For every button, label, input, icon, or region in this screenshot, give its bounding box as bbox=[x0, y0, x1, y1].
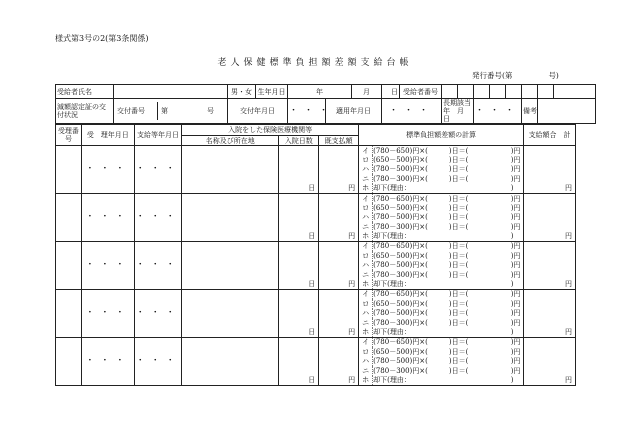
recipient-number-digit[interactable] bbox=[506, 85, 522, 99]
calc-kana: ニ bbox=[359, 222, 373, 232]
calc-kana: ハ bbox=[359, 261, 373, 271]
birth-date-label: 生年月日 bbox=[256, 85, 288, 99]
entry-2-line-1 bbox=[56, 193, 576, 203]
recipient-number-digit[interactable] bbox=[554, 85, 596, 99]
calc-result-unit: )円 bbox=[511, 174, 524, 184]
calc-formula: (650－500)円×( )日＝( bbox=[373, 251, 469, 260]
calc-formula: (780－300)円×( )日＝( bbox=[373, 271, 469, 280]
accept-date-cell[interactable]: ・・・ bbox=[81, 289, 134, 337]
birth-year: 年 bbox=[288, 85, 352, 99]
calc-formula: (780－500)円×( )日＝( bbox=[373, 213, 469, 222]
calc-result-unit: ) bbox=[511, 376, 524, 386]
recipient-number-digit[interactable] bbox=[538, 85, 554, 99]
calc-formula: (780－300)円×( )日＝( bbox=[373, 175, 469, 184]
total-cell[interactable]: 円 bbox=[524, 241, 576, 289]
accept-number-cell[interactable] bbox=[56, 193, 82, 241]
calc-result-unit: )円 bbox=[511, 318, 524, 328]
apply-date-label: 適用年月日 bbox=[326, 99, 382, 124]
calc-result-unit: )円 bbox=[511, 347, 524, 357]
calc-kana: ニ bbox=[359, 366, 373, 376]
calc-formula: 却下(理由： bbox=[373, 184, 511, 194]
calc-kana: ハ bbox=[359, 213, 373, 223]
calc-result-unit: ) bbox=[511, 232, 524, 242]
calc-kana: イ bbox=[359, 337, 373, 347]
col-name-location: 名称及び所在地 bbox=[182, 136, 279, 146]
calc-result-unit: )円 bbox=[511, 203, 524, 213]
issue-dai: 第 bbox=[161, 107, 168, 115]
long-term-dots: ・・・ bbox=[474, 99, 522, 124]
calc-formula: (780－500)円×( )日＝( bbox=[373, 165, 469, 174]
hospital-name-cell[interactable] bbox=[182, 241, 279, 289]
days-cell[interactable]: 日 bbox=[279, 146, 319, 194]
calc-result-unit: )円 bbox=[511, 309, 524, 319]
paid-cell[interactable]: 円 bbox=[319, 193, 359, 241]
entry-4-line-1 bbox=[56, 289, 576, 299]
col-calculation: 標準負担額差額の計算 bbox=[359, 125, 524, 146]
header-row-1 bbox=[56, 125, 576, 136]
calc-result-unit: )円 bbox=[511, 241, 524, 251]
accept-number-cell[interactable] bbox=[56, 337, 82, 385]
calc-kana: ホ bbox=[359, 376, 373, 386]
calc-result-unit: )円 bbox=[511, 251, 524, 261]
hospital-name-cell[interactable] bbox=[182, 337, 279, 385]
calc-kana: ロ bbox=[359, 203, 373, 213]
entry-5-line-1 bbox=[56, 337, 576, 347]
payment-date-cell[interactable]: ・・・ bbox=[134, 241, 181, 289]
calc-formula: 却下(理由： bbox=[373, 328, 511, 338]
calc-formula: (780－650)円×( )日＝( bbox=[373, 193, 511, 203]
col-total: 支給額合 計 bbox=[524, 125, 576, 146]
payment-ledger-table bbox=[55, 124, 576, 386]
calc-formula: (780－650)円×( )日＝( bbox=[373, 289, 511, 299]
calc-kana: ロ bbox=[359, 299, 373, 309]
hospital-name-cell[interactable] bbox=[182, 146, 279, 194]
accept-number-cell[interactable] bbox=[56, 146, 82, 194]
calc-result-unit: )円 bbox=[511, 270, 524, 280]
calc-result-unit: )円 bbox=[511, 155, 524, 165]
calc-formula: (650－500)円×( )日＝( bbox=[373, 155, 469, 164]
calc-kana: ロ bbox=[359, 347, 373, 357]
remarks-label: 備考 bbox=[522, 99, 538, 124]
calc-kana: ニ bbox=[359, 270, 373, 280]
accept-number-cell[interactable] bbox=[56, 289, 82, 337]
accept-date-cell[interactable]: ・・・ bbox=[81, 146, 134, 194]
form-number: 様式第3号の2(第3条関係) bbox=[55, 34, 149, 43]
calc-formula: (780－650)円×( )日＝( bbox=[373, 146, 511, 156]
col-accept-number: 受理番号 bbox=[56, 125, 82, 146]
long-term-label: 長期該当年 月 日 bbox=[442, 99, 474, 124]
days-cell[interactable]: 日 bbox=[279, 193, 319, 241]
issue-go: 号 bbox=[207, 107, 214, 115]
birth-day: 日 bbox=[382, 85, 400, 99]
total-cell[interactable]: 円 bbox=[524, 193, 576, 241]
accept-date-cell[interactable]: ・・・ bbox=[81, 337, 134, 385]
calc-kana: イ bbox=[359, 146, 373, 156]
recipient-number-digit[interactable] bbox=[490, 85, 506, 99]
calc-kana: イ bbox=[359, 289, 373, 299]
total-cell[interactable]: 円 bbox=[524, 146, 576, 194]
calc-result-unit: )円 bbox=[511, 366, 524, 376]
recipient-number-digit[interactable] bbox=[442, 85, 458, 99]
calc-result-unit: ) bbox=[511, 184, 524, 194]
total-cell[interactable]: 円 bbox=[524, 337, 576, 385]
hospital-name-cell[interactable] bbox=[182, 193, 279, 241]
paid-cell[interactable]: 円 bbox=[319, 241, 359, 289]
issue-number-suffix: 号) bbox=[548, 71, 559, 80]
calc-formula: (780－650)円×( )日＝( bbox=[373, 241, 511, 251]
entry-1-line-1 bbox=[56, 146, 576, 156]
col-hospital-group: 入院をした保険医療機関等 bbox=[182, 125, 359, 136]
calc-kana: ハ bbox=[359, 309, 373, 319]
entry-3-line-1 bbox=[56, 241, 576, 251]
recipient-row-1 bbox=[56, 85, 596, 99]
calc-formula: 却下(理由： bbox=[373, 376, 511, 386]
birth-month: 月 bbox=[352, 85, 382, 99]
issue-number-label: 発行番号(第 bbox=[472, 71, 513, 80]
accept-date-cell[interactable]: ・・・ bbox=[81, 241, 134, 289]
issue-number-cell bbox=[114, 99, 228, 124]
calc-formula: (780－300)円×( )日＝( bbox=[373, 223, 469, 232]
calc-result-unit: )円 bbox=[511, 165, 524, 175]
paid-cell[interactable]: 円 bbox=[319, 337, 359, 385]
days-cell[interactable]: 日 bbox=[279, 289, 319, 337]
recipient-row-2 bbox=[56, 99, 596, 124]
calc-kana: ホ bbox=[359, 328, 373, 338]
payment-date-cell[interactable]: ・・・ bbox=[134, 337, 181, 385]
calc-result-unit: )円 bbox=[511, 261, 524, 271]
calc-kana: ロ bbox=[359, 251, 373, 261]
calc-result-unit: )円 bbox=[511, 289, 524, 299]
calc-formula: (780－300)円×( )日＝( bbox=[373, 318, 469, 327]
issue-date-dots: ・・・ bbox=[288, 99, 326, 124]
calc-formula: 却下(理由： bbox=[373, 232, 511, 242]
sex-label: 男・女 bbox=[228, 85, 256, 99]
calc-kana: ホ bbox=[359, 280, 373, 290]
calc-result-unit: ) bbox=[511, 280, 524, 290]
days-cell[interactable]: 日 bbox=[279, 241, 319, 289]
col-days: 入院日数 bbox=[279, 136, 319, 146]
accept-date-cell[interactable]: ・・・ bbox=[81, 193, 134, 241]
calc-result-unit: )円 bbox=[511, 213, 524, 223]
calc-kana: ホ bbox=[359, 184, 373, 194]
col-accept-date: 受 理年月日 bbox=[81, 125, 134, 146]
issue-number bbox=[472, 70, 559, 81]
recipient-name-label: 受給者氏名 bbox=[56, 85, 114, 99]
payment-date-cell[interactable]: ・・・ bbox=[134, 193, 181, 241]
calc-formula: (650－500)円×( )日＝( bbox=[373, 347, 469, 356]
days-cell[interactable]: 日 bbox=[279, 337, 319, 385]
calc-formula: (780－500)円×( )日＝( bbox=[373, 309, 469, 318]
col-paid: 既支払額 bbox=[319, 136, 359, 146]
calc-formula: (780－650)円×( )日＝( bbox=[373, 337, 511, 347]
recipient-number-digit[interactable] bbox=[522, 85, 538, 99]
calc-formula: 却下(理由： bbox=[373, 280, 511, 290]
col-payment-date: 支給等年月日 bbox=[134, 125, 181, 146]
hospital-name-cell[interactable] bbox=[182, 289, 279, 337]
recipient-name-cell[interactable] bbox=[114, 85, 228, 99]
calc-result-unit: )円 bbox=[511, 222, 524, 232]
calc-result-unit: )円 bbox=[511, 146, 524, 156]
issue-date-label: 交付年月日 bbox=[228, 99, 288, 124]
payment-date-cell[interactable]: ・・・ bbox=[134, 289, 181, 337]
calc-kana: ハ bbox=[359, 165, 373, 175]
remarks-cell[interactable] bbox=[538, 99, 596, 124]
calc-kana: ロ bbox=[359, 155, 373, 165]
issue-number-field-label: 交付番号 bbox=[114, 102, 158, 120]
recipient-info-table bbox=[55, 84, 596, 124]
calc-kana: ハ bbox=[359, 357, 373, 367]
recipient-number-digit[interactable] bbox=[474, 85, 490, 99]
calc-result-unit: )円 bbox=[511, 193, 524, 203]
total-cell[interactable]: 円 bbox=[524, 289, 576, 337]
calc-formula: (780－300)円×( )日＝( bbox=[373, 366, 469, 375]
calc-result-unit: ) bbox=[511, 328, 524, 338]
apply-date-dots: ・・・ bbox=[382, 99, 442, 124]
payment-date-cell[interactable]: ・・・ bbox=[134, 146, 181, 194]
calc-kana: イ bbox=[359, 193, 373, 203]
paid-cell[interactable]: 円 bbox=[319, 289, 359, 337]
paid-cell[interactable]: 円 bbox=[319, 146, 359, 194]
accept-number-cell[interactable] bbox=[56, 241, 82, 289]
calc-result-unit: )円 bbox=[511, 357, 524, 367]
calc-kana: イ bbox=[359, 241, 373, 251]
calc-kana: ホ bbox=[359, 232, 373, 242]
recipient-number-digit[interactable] bbox=[458, 85, 474, 99]
page-title: 老人保健標準負担額差額支給台帳 bbox=[217, 58, 413, 68]
calc-kana: ニ bbox=[359, 318, 373, 328]
calc-formula: (650－500)円×( )日＝( bbox=[373, 299, 469, 308]
calc-formula: (780－500)円×( )日＝( bbox=[373, 261, 469, 270]
recipient-number-label: 受給者番号 bbox=[400, 85, 442, 99]
certificate-status-label: 減額認定証の交付状況 bbox=[56, 99, 114, 124]
calc-kana: ニ bbox=[359, 174, 373, 184]
calc-formula: (650－500)円×( )日＝( bbox=[373, 203, 469, 212]
calc-result-unit: )円 bbox=[511, 337, 524, 347]
calc-formula: (780－500)円×( )日＝( bbox=[373, 357, 469, 366]
calc-result-unit: )円 bbox=[511, 299, 524, 309]
